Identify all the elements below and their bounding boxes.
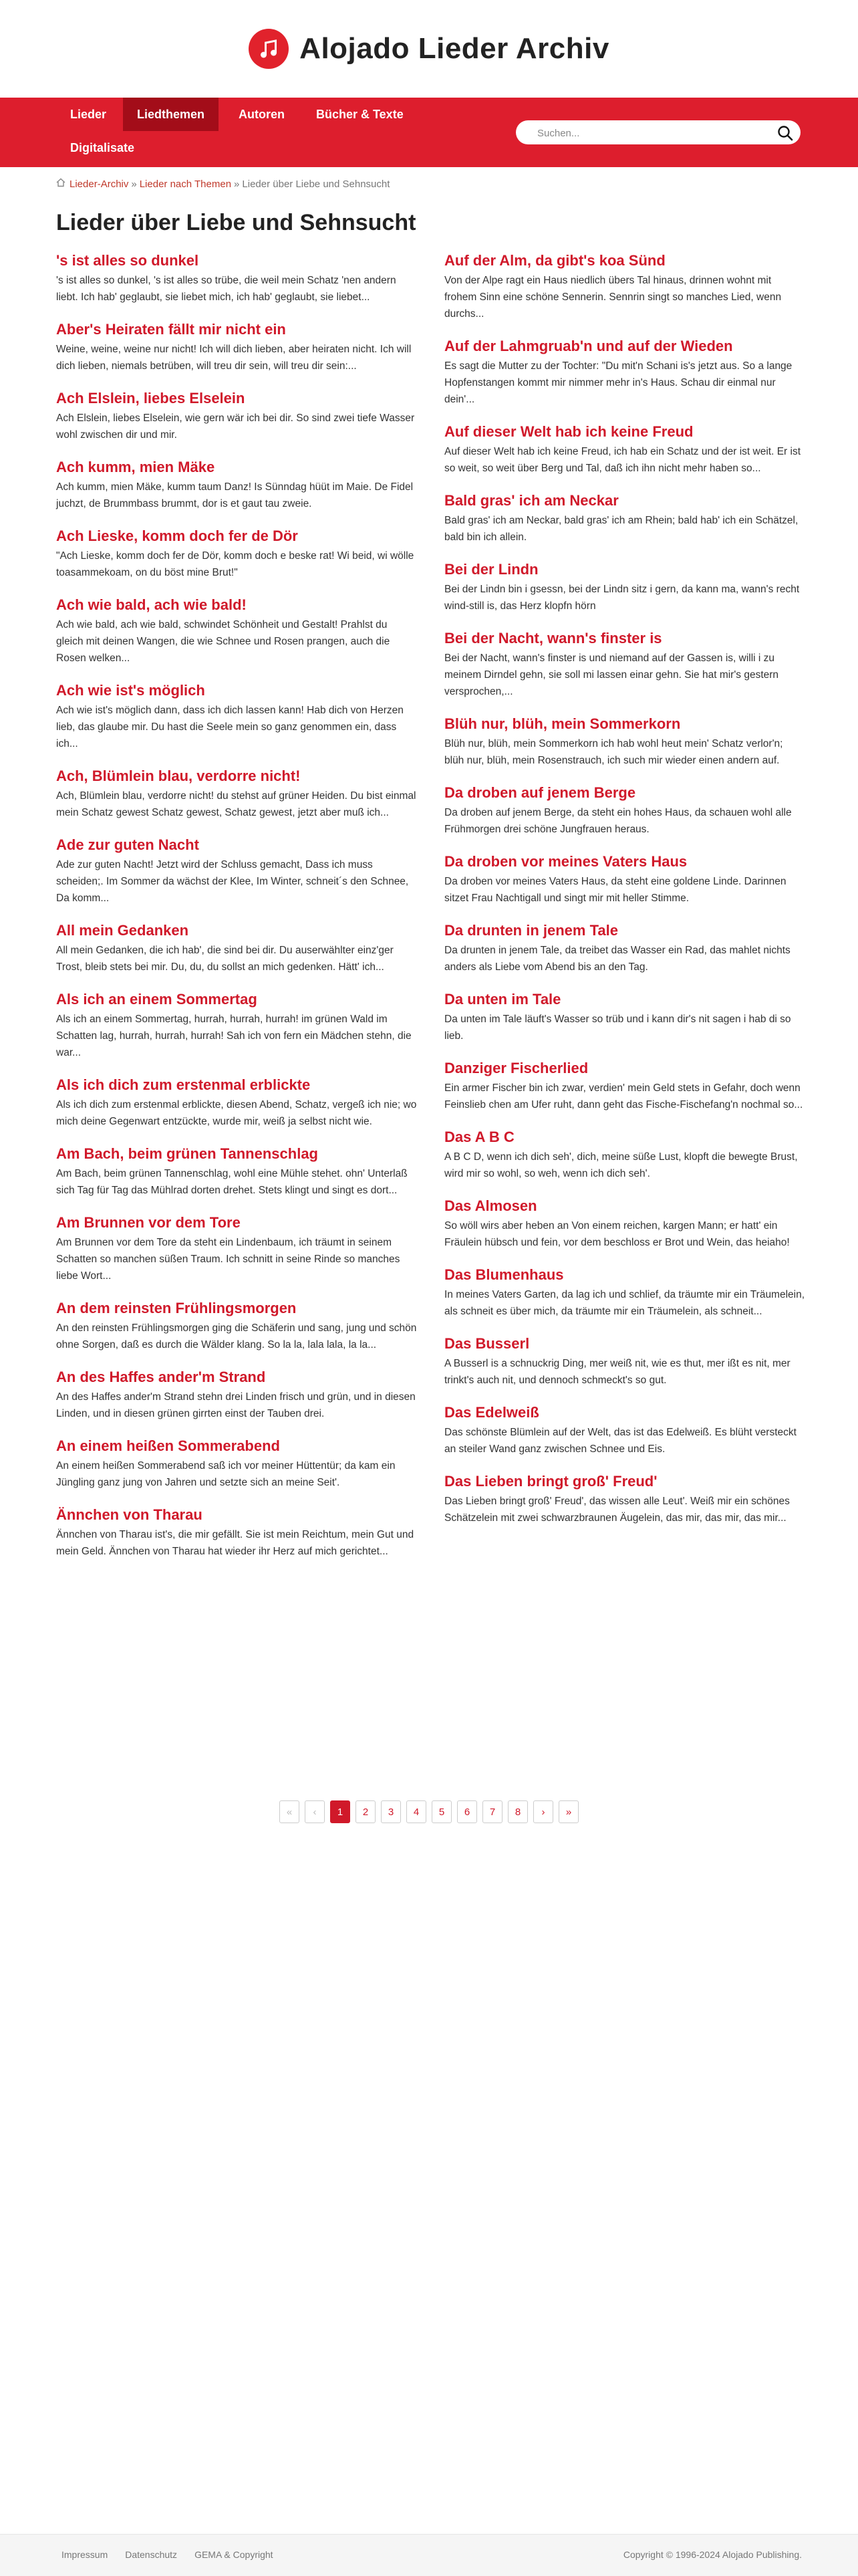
- song-list-right: [444, 251, 805, 1541]
- song-title-link[interactable]: Am Bach, beim grünen Tannenschlag: [56, 1145, 318, 1162]
- song-title-link[interactable]: Ach, Blümlein blau, verdorre nicht!: [56, 768, 301, 784]
- song-excerpt: Als ich an einem Sommertag, hurrah, hurrah, hurrah! im grünen Wald im Schatten lag, hurrah, hurrah, hurrah! Sah ich von fern ein Mädchen stehn, die war...: [56, 1014, 412, 1058]
- song-title-link[interactable]: Ade zur guten Nacht: [56, 836, 199, 853]
- song-item: [56, 990, 417, 1061]
- song-item: [56, 1213, 417, 1284]
- song-list-left: [56, 251, 417, 1574]
- pagination-page-6[interactable]: 6: [457, 1800, 477, 1823]
- song-title-link[interactable]: Ännchen von Tharau: [56, 1506, 202, 1523]
- song-item: [56, 1368, 417, 1422]
- copyright-text: Copyright © 1996-2024 Alojado Publishing.: [623, 2549, 802, 2560]
- song-title-link[interactable]: Ach Lieske, komm doch fer de Dör: [56, 528, 298, 544]
- song-item: [444, 1334, 805, 1389]
- song-title-link[interactable]: Bald gras' ich am Neckar: [444, 492, 619, 509]
- song-title-link[interactable]: Bei der Lindn: [444, 561, 539, 578]
- footer-link-gema-copyright[interactable]: GEMA & Copyright: [194, 2549, 273, 2560]
- song-item: [56, 921, 417, 975]
- pagination-first-button[interactable]: «: [279, 1800, 299, 1823]
- pagination-page-3[interactable]: 3: [381, 1800, 401, 1823]
- pagination-page-7[interactable]: 7: [482, 1800, 503, 1823]
- song-item: [444, 990, 805, 1044]
- song-title-link[interactable]: Ach kumm, mien Mäke: [56, 459, 215, 475]
- song-title-link[interactable]: Das Almosen: [444, 1197, 537, 1214]
- song-excerpt: Das Lieben bringt groß' Freud', das wissen alle Leut'. Weiß mir ein schönes Schätzelein mit zwei schwarzbraunen Äugelein, das mir, das mir, das mir...: [444, 1496, 790, 1524]
- song-excerpt: Auf dieser Welt hab ich keine Freud, ich hab ein Schatz und der ist weit. Er ist so weit, so weit über Berg und Tal, daß ich ihn nicht mehr haben so...: [444, 446, 801, 474]
- song-title-link[interactable]: Als ich dich zum erstenmal erblickte: [56, 1076, 311, 1093]
- song-item: [444, 251, 805, 322]
- nav-item-liedthemen[interactable]: Liedthemen: [123, 98, 219, 131]
- song-title-link[interactable]: An dem reinsten Frühlingsmorgen: [56, 1300, 297, 1316]
- pagination-page-1[interactable]: 1: [330, 1800, 350, 1823]
- song-excerpt: Ach wie ist's möglich dann, dass ich dich lassen kann! Hab dich von Herzen lieb, das glaube mir. Du hast die Seele mein so ganz genommen ein, dass ich...: [56, 705, 404, 749]
- song-item: [56, 767, 417, 821]
- song-title-link[interactable]: Da drunten in jenem Tale: [444, 922, 618, 939]
- song-excerpt: Ach Elslein, liebes Elselein, wie gern wär ich bei dir. So sind zwei tiefe Wasser wohl zwischen dir und mir.: [56, 413, 415, 441]
- song-title-link[interactable]: 's ist alles so dunkel: [56, 252, 199, 269]
- song-item: [56, 1506, 417, 1560]
- song-excerpt: Ach wie bald, ach wie bald, schwindet Schönheit und Gestalt! Prahlst du gleich mit deinen Wangen, die wie Schnee und Rosen prangen, auch die Rosen welken...: [56, 619, 390, 664]
- song-excerpt: Am Brunnen vor dem Tore da steht ein Lindenbaum, ich träumt in seinem Schatten so manchen süßen Traum. Ich schnitt in seine Rinde so manches liebe Wort...: [56, 1237, 400, 1282]
- song-excerpt: So wöll wirs aber heben an Von einem reichen, kargen Mann; er hatt' ein Fräulein hübsch und fein, vor dem beschloss er Brot und Wein, das heiaho!: [444, 1220, 790, 1248]
- song-item: [56, 251, 417, 306]
- song-item: [56, 1076, 417, 1130]
- song-excerpt: Ach kumm, mien Mäke, kumm taum Danz! Is Sünndag hüüt im Maie. De Fidel juchzt, de Brummbass brummt, dor is et gaut tau zweie.: [56, 481, 414, 509]
- song-excerpt: Von der Alpe ragt ein Haus niedlich übers Tal hinaus, drinnen wohnt mit frohem Sinn eine schöne Sennerin. Sennrin singt so manches Lied, wenn durchs...: [444, 275, 782, 320]
- song-excerpt: An des Haffes ander'm Strand stehn drei Linden frisch und grün, und in diesen Linden, und in diesen grünen girrten einst der Tauben drei.: [56, 1391, 416, 1419]
- song-title-link[interactable]: All mein Gedanken: [56, 922, 189, 939]
- site-footer: [0, 2534, 858, 2576]
- song-excerpt: Weine, weine, weine nur nicht! Ich will dich lieben, aber heiraten nicht. Ich will dich lieben, niemals betrüben, will treu dir sein, will treu dir sein:...: [56, 344, 412, 372]
- breadcrumb-separator: »: [131, 178, 137, 190]
- pagination-last-button[interactable]: »: [559, 1800, 579, 1823]
- page-title: Lieder über Liebe und Sehnsucht: [56, 210, 416, 235]
- footer-link-impressum[interactable]: Impressum: [61, 2549, 108, 2560]
- song-item: [56, 1437, 417, 1491]
- pagination-page-4[interactable]: 4: [406, 1800, 426, 1823]
- song-excerpt: Da unten im Tale läuft's Wasser so trüb und i kann dir's nit sagen i hab di so lieb.: [444, 1014, 791, 1042]
- song-item: [444, 629, 805, 700]
- pagination-page-5[interactable]: 5: [432, 1800, 452, 1823]
- song-item: [444, 1403, 805, 1457]
- pagination-next-button[interactable]: ›: [533, 1800, 553, 1823]
- site-header: [0, 0, 858, 98]
- song-item: [444, 491, 805, 546]
- song-item: [444, 921, 805, 975]
- song-excerpt: "Ach Lieske, komm doch fer de Dör, komm doch e beske rat! Wi beid, wi wölle toasammekoam, on du böst mine Brut!": [56, 550, 414, 578]
- search-icon[interactable]: [776, 124, 794, 142]
- song-title-link[interactable]: Das Blumenhaus: [444, 1266, 564, 1283]
- song-title-link[interactable]: Als ich an einem Sommertag: [56, 991, 257, 1008]
- song-item: [56, 527, 417, 581]
- song-excerpt: 's ist alles so dunkel, 's ist alles so trübe, die weil mein Schatz 'nen andern liebt. Ich hab' geglaubt, sie liebet mich, ich hab' geglaubt, sie liebet...: [56, 275, 396, 303]
- song-title-link[interactable]: Da droben auf jenem Berge: [444, 784, 636, 801]
- song-excerpt: Bei der Lindn bin i gsessn, bei der Lindn sitz i gern, da kann ma, wann's recht wind-still is, das Herz klopfn hörn: [444, 584, 800, 612]
- song-item: [444, 1472, 805, 1526]
- home-icon: [56, 178, 65, 190]
- song-item: [56, 1299, 417, 1353]
- nav-item-buecher-texte[interactable]: Bücher & Texte: [316, 108, 404, 121]
- nav-item-digitalisate[interactable]: Digitalisate: [70, 141, 135, 154]
- song-excerpt: Ade zur guten Nacht! Jetzt wird der Schluss gemacht, Dass ich muss scheiden;. Im Sommer da wächst der Klee, Im Winter, schneit´s den Schnee, Da komm...: [56, 859, 409, 904]
- song-title-link[interactable]: Blüh nur, blüh, mein Sommerkorn: [444, 715, 681, 732]
- song-excerpt: Blüh nur, blüh, mein Sommerkorn ich hab wohl heut mein' Schatz verlor'n; blüh nur, blüh, mein Rosenstrauch, ich such mir wieder einen andern auf.: [444, 738, 783, 766]
- song-item: [56, 389, 417, 443]
- song-title-link[interactable]: Da unten im Tale: [444, 991, 561, 1008]
- song-title-link[interactable]: Da droben vor meines Vaters Haus: [444, 853, 688, 870]
- footer-links: [61, 2549, 273, 2560]
- song-item: [56, 681, 417, 752]
- song-excerpt: Da droben vor meines Vaters Haus, da steht eine goldene Linde. Darinnen sitzet Frau Nachtigall und singt mir mit heller Stimme.: [444, 876, 786, 904]
- song-title-link[interactable]: Das Lieben bringt groß' Freud': [444, 1473, 658, 1490]
- song-excerpt: Das schönste Blümlein auf der Welt, das ist das Edelweiß. Es blüht versteckt an steiler Wand ganz zwischen Schnee und Eis.: [444, 1427, 797, 1455]
- song-excerpt: Bei der Nacht, wann's finster is und niemand auf der Gassen is, willi i zu meinem Dirndel gehn, sie soll mi lassen einar gehn. Sie hat mir's gestern versprochen,...: [444, 653, 779, 697]
- song-excerpt: All mein Gedanken, die ich hab', die sind bei dir. Du auserwählter einz'ger Trost, bleib stets bei mir. Du, du, du sollst an mich gedenken. Hätt' ich...: [56, 945, 394, 973]
- search-box: [516, 120, 801, 144]
- song-excerpt: Da droben auf jenem Berge, da steht ein hohes Haus, da schauen wohl alle Frühmorgen drei schöne Jungfrauen heraus.: [444, 807, 792, 835]
- song-title-link[interactable]: Am Brunnen vor dem Tore: [56, 1214, 241, 1231]
- song-item: [444, 423, 805, 477]
- site-title[interactable]: Alojado Lieder Archiv: [299, 32, 609, 65]
- song-title-link[interactable]: Bei der Nacht, wann's finster is: [444, 630, 662, 647]
- song-title-link[interactable]: Auf der Alm, da gibt's koa Sünd: [444, 252, 666, 269]
- song-title-link[interactable]: An des Haffes ander'm Strand: [56, 1369, 266, 1385]
- song-item: [444, 1059, 805, 1113]
- song-title-link[interactable]: Auf der Lahmgruab'n und auf der Wieden: [444, 338, 733, 354]
- song-excerpt: Bald gras' ich am Neckar, bald gras' ich am Rhein; bald hab' ich ein Schätzel, bald bin ich allein.: [444, 515, 799, 543]
- pagination: [0, 1800, 858, 1823]
- music-note-logo-icon[interactable]: [249, 29, 289, 69]
- song-title-link[interactable]: Ach wie ist's möglich: [56, 682, 205, 699]
- song-excerpt: An einem heißen Sommerabend saß ich vor meiner Hüttentür; da kam ein Jüngling ganz jung von Jahren und setzte sich an meine Seit'.: [56, 1460, 396, 1488]
- song-item: [444, 852, 805, 907]
- song-item: [444, 1128, 805, 1182]
- song-excerpt: Als ich dich zum erstenmal erblickte, diesen Abend, Schatz, vergeß ich nie; wo mich deine Gegenwart entzückte, wurde mir, weiß ja selbst nicht wie.: [56, 1099, 417, 1127]
- pagination-page-2[interactable]: 2: [355, 1800, 376, 1823]
- song-excerpt: Am Bach, beim grünen Tannenschlag, wohl eine Mühle stehet. ohn' Unterlaß sich Tag für Tag das Mühlrad dorten drehet. Stets klingt und singt es dort...: [56, 1168, 408, 1196]
- song-item: [444, 784, 805, 838]
- song-title-link[interactable]: Danziger Fischerlied: [444, 1060, 589, 1076]
- song-title-link[interactable]: Ach Elslein, liebes Elselein: [56, 390, 245, 406]
- song-title-link[interactable]: Auf dieser Welt hab ich keine Freud: [444, 423, 694, 440]
- song-title-link[interactable]: Ach wie bald, ach wie bald!: [56, 596, 247, 613]
- nav-item-autoren[interactable]: Autoren: [239, 108, 285, 121]
- song-excerpt: Ein armer Fischer bin ich zwar, verdien' mein Geld stets in Gefahr, doch wenn Feinslieb chen am Ufer ruht, dann geht das Fische-Fischefang'n nochmal so...: [444, 1082, 803, 1110]
- main-navbar: [0, 98, 858, 167]
- song-item: [56, 320, 417, 374]
- song-title-link[interactable]: Das Edelweiß: [444, 1404, 539, 1421]
- song-title-link[interactable]: Aber's Heiraten fällt mir nicht ein: [56, 321, 286, 338]
- song-item: [56, 1145, 417, 1199]
- song-excerpt: Ännchen von Tharau ist's, die mir gefällt. Sie ist mein Reichtum, mein Gut und mein Geld. Ännchen von Tharau hat wieder ihr Herz auf mich gerichtet...: [56, 1529, 414, 1557]
- song-excerpt: Ach, Blümlein blau, verdorre nicht! du stehst auf grüner Heiden. Du bist einmal mein Schatz gewest Schatz gewest, Schatz gewest, jetzt aber muß ich...: [56, 790, 416, 818]
- song-item: [56, 596, 417, 667]
- song-excerpt: An den reinsten Frühlingsmorgen ging die Schäferin und sang, jung und schön ohne Sorgen, daß es durch die Wälder klang. So la la, lala lala, la la...: [56, 1322, 417, 1351]
- nav-item-lieder[interactable]: Lieder: [70, 108, 107, 121]
- song-item: [444, 337, 805, 408]
- song-item: [56, 458, 417, 512]
- pagination-prev-button[interactable]: ‹: [305, 1800, 325, 1823]
- song-title-link[interactable]: Das Busserl: [444, 1335, 530, 1352]
- breadcrumb-themes-link[interactable]: Lieder nach Themen: [139, 178, 232, 190]
- footer-link-datenschutz[interactable]: Datenschutz: [125, 2549, 178, 2560]
- song-excerpt: In meines Vaters Garten, da lag ich und schlief, da träumte mir ein Träumelein, als schneit es über mich, da träumte mir ein Träumelein, als schneit...: [444, 1289, 805, 1317]
- song-item: [444, 1266, 805, 1320]
- song-excerpt: Da drunten in jenem Tale, da treibet das Wasser ein Rad, das mahlet nichts anders als Liebe vom Abend bis an den Tag.: [444, 945, 791, 973]
- breadcrumb: [56, 178, 390, 190]
- song-title-link[interactable]: An einem heißen Sommerabend: [56, 1437, 280, 1454]
- breadcrumb-current: Lieder über Liebe und Sehnsucht: [242, 178, 390, 190]
- pagination-page-8[interactable]: 8: [508, 1800, 528, 1823]
- song-item: [56, 836, 417, 907]
- song-item: [444, 560, 805, 614]
- song-excerpt: Es sagt die Mutter zu der Tochter: "Du mit'n Schani is's jetzt aus. So a lange Hopfenstangen kommt mir nimmer mehr in's Haus. Schau dir einmal nur dein'...: [444, 360, 793, 405]
- song-excerpt: A Busserl is a schnuckrig Ding, mer weiß nit, wie es thut, mer ißt es nit, mer trinkt's auch nit, und dennoch schmeckt's so gut.: [444, 1358, 791, 1386]
- song-item: [444, 1197, 805, 1251]
- song-title-link[interactable]: Das A B C: [444, 1129, 515, 1145]
- search-input[interactable]: [536, 120, 766, 146]
- song-excerpt: A B C D, wenn ich dich seh', dich, meine süße Lust, klopft die bewegte Brust, wird mir so wohl, so weh, wenn ich dich seh'.: [444, 1151, 798, 1179]
- song-item: [444, 715, 805, 769]
- breadcrumb-home-link[interactable]: Lieder-Archiv: [69, 178, 129, 190]
- breadcrumb-separator: »: [234, 178, 240, 190]
